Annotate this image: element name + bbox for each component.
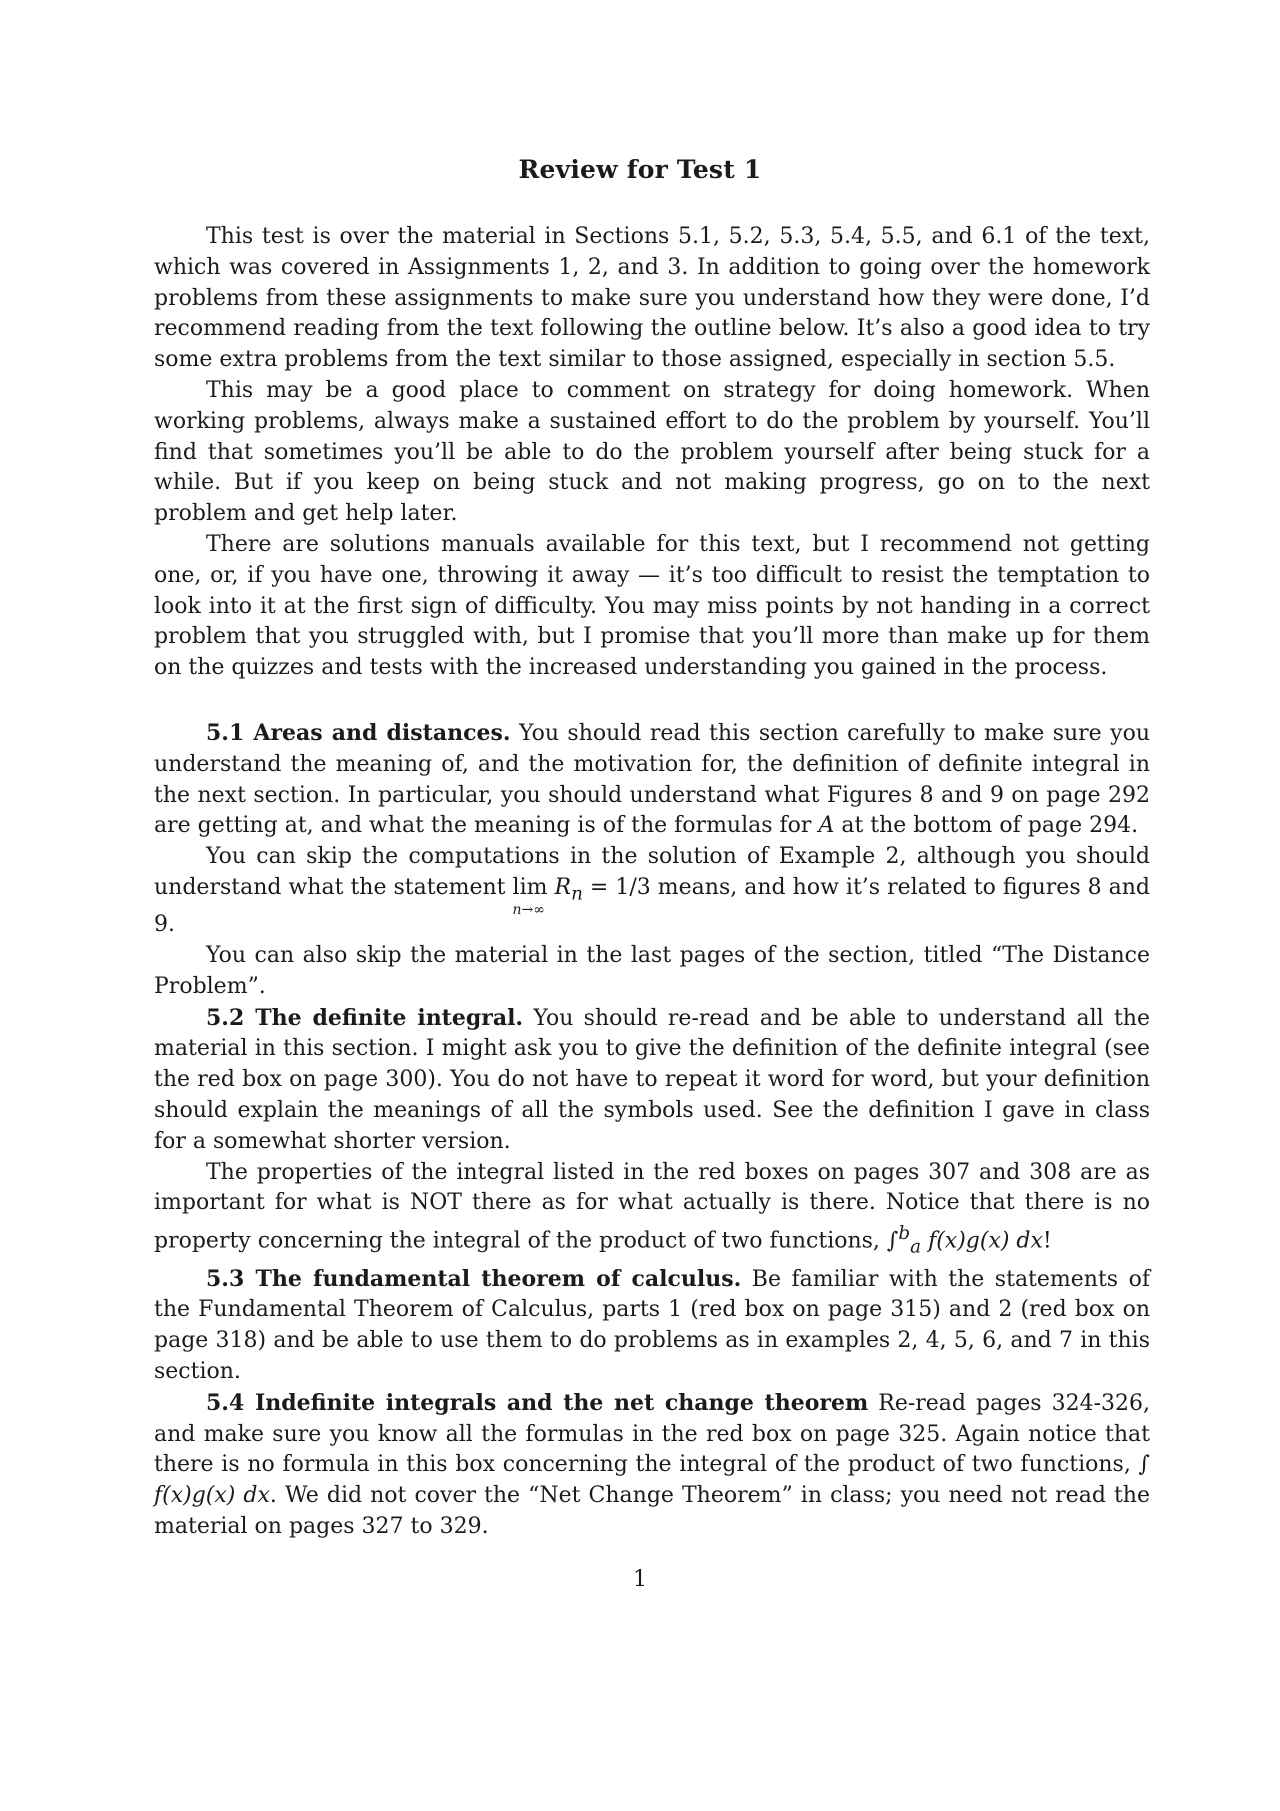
section-text: at the bottom of page 294. [834, 813, 1139, 839]
section-text: You should read this section carefully to make sure you understand the meaning of, and the motivation for, the definition of definite integral in the next section. In particular, you should understand what Figures 8 and 9 on page 292 are getting at, and what the meaning is of the formulas for [154, 721, 1150, 839]
section-5-2-paragraph [154, 1003, 1150, 1158]
intro-paragraph: There are solutions manuals available for this text, but I recommend not getting one, or, if you have one, throwing it away — it’s too difficult to resist the temptation to look into it at the first sign of difficulty. You may miss points by not handing in a correct problem that you struggled with, but I promise that you’ll more than make up for them on the quizzes and tests with the increased understanding you gained in the process. [154, 531, 1150, 681]
section-5-1-paragraph: You can also skip the material in the last pages of the section, titled “The Distance Problem”. [154, 942, 1150, 999]
section-text: You should re-read and be able to understand all the material in this section. I might ask you to give the definition of the definite integral (see the red box on page 300). You do not have to repeat it word for word, but your definition should explain the meanings of all the symbols used. See the definition I gave in class for a somewhat shorter version. [154, 1005, 1150, 1154]
section-5-1-paragraph [154, 718, 1150, 842]
page-title: Review for Test 1 [518, 155, 762, 184]
integral-sign: ∫ [1138, 1452, 1150, 1478]
section-text: You can skip the computations in the solution of Example 2, although you should understand what the statement [154, 844, 1150, 900]
section-heading: 5.2 The definite integral. [206, 1004, 524, 1031]
integral-sign: ∫ [886, 1228, 899, 1254]
section-heading: 5.4 Indefinite integrals and the net change theorem [206, 1389, 869, 1416]
section-text: Re-read pages 324-326, and make sure you know all the formulas in the red box on page 325. Again notice that there is no formula in this box concerning the integral of the product of two functions, [154, 1390, 1151, 1478]
integrand: f(x)g(x) dx [928, 1228, 1043, 1254]
section-5-3-paragraph [154, 1264, 1150, 1388]
section-text: means, and how it’s related to figures 8 and 9. [154, 874, 1151, 938]
section-5-1-paragraph [154, 842, 1150, 941]
section-text: Be familiar with the statements of the Fundamental Theorem of Calculus, parts 1 (red box on page 315) and 2 (red box on page 318) and be able to use them to do problems as in examples 2, 4, 5, 6, and 7 in this section. [154, 1266, 1150, 1385]
section-5-2-paragraph [154, 1158, 1150, 1264]
integral-upper-limit: b [898, 1223, 911, 1245]
outline-sections [154, 718, 1150, 1543]
limit-subscript: n→∞ [512, 901, 545, 918]
math-variable: A [818, 813, 835, 839]
limit-expression [512, 873, 548, 918]
section-text: The properties of the integral listed in the red boxes on pages 307 and 308 are as important for what is NOT there as for what actually is there. Notice that there is no property concerning the integral of the product of two functions, [154, 1159, 1150, 1254]
integral-lower-limit: a [910, 1236, 922, 1258]
math-subscript: n [571, 883, 583, 905]
section-heading: 5.1 Areas and distances. [206, 720, 511, 746]
math-expression: = 1/3 [582, 874, 651, 900]
page-number: 1 [633, 1567, 647, 1592]
section-text: . We did not cover the “Net Change Theorem” in class; you need not read the material on pages 327 to 329. [154, 1483, 1150, 1540]
integrand: f(x)g(x) dx [154, 1483, 270, 1509]
math-variable: R [554, 874, 572, 900]
intro-section [154, 222, 1150, 684]
section-text: ! [1042, 1228, 1052, 1254]
section-heading: 5.3 The fundamental theorem of calculus. [206, 1265, 742, 1292]
section-5-4-paragraph [154, 1388, 1150, 1543]
intro-paragraph: This may be a good place to comment on strategy for doing homework. When working problems, always make a sustained effort to do the problem by yourself. You’ll find that sometimes you’ll be able to do the problem yourself after being stuck for a while. But if you keep on being stuck and not making progress, go on to the next problem and get help later. [154, 377, 1150, 527]
limit-word: lim [512, 874, 548, 900]
intro-paragraph: This test is over the material in Sections 5.1, 5.2, 5.3, 5.4, 5.5, and 6.1 of the text, which was covered in Assignments 1, 2, and 3. In addition to going over the homework problems from these assignments to make sure you understand how they were done, I’d recommend reading from the text following the outline below. It’s also a good idea to try some extra problems from the text similar to those assigned, especially in section 5.5. [154, 224, 1150, 373]
